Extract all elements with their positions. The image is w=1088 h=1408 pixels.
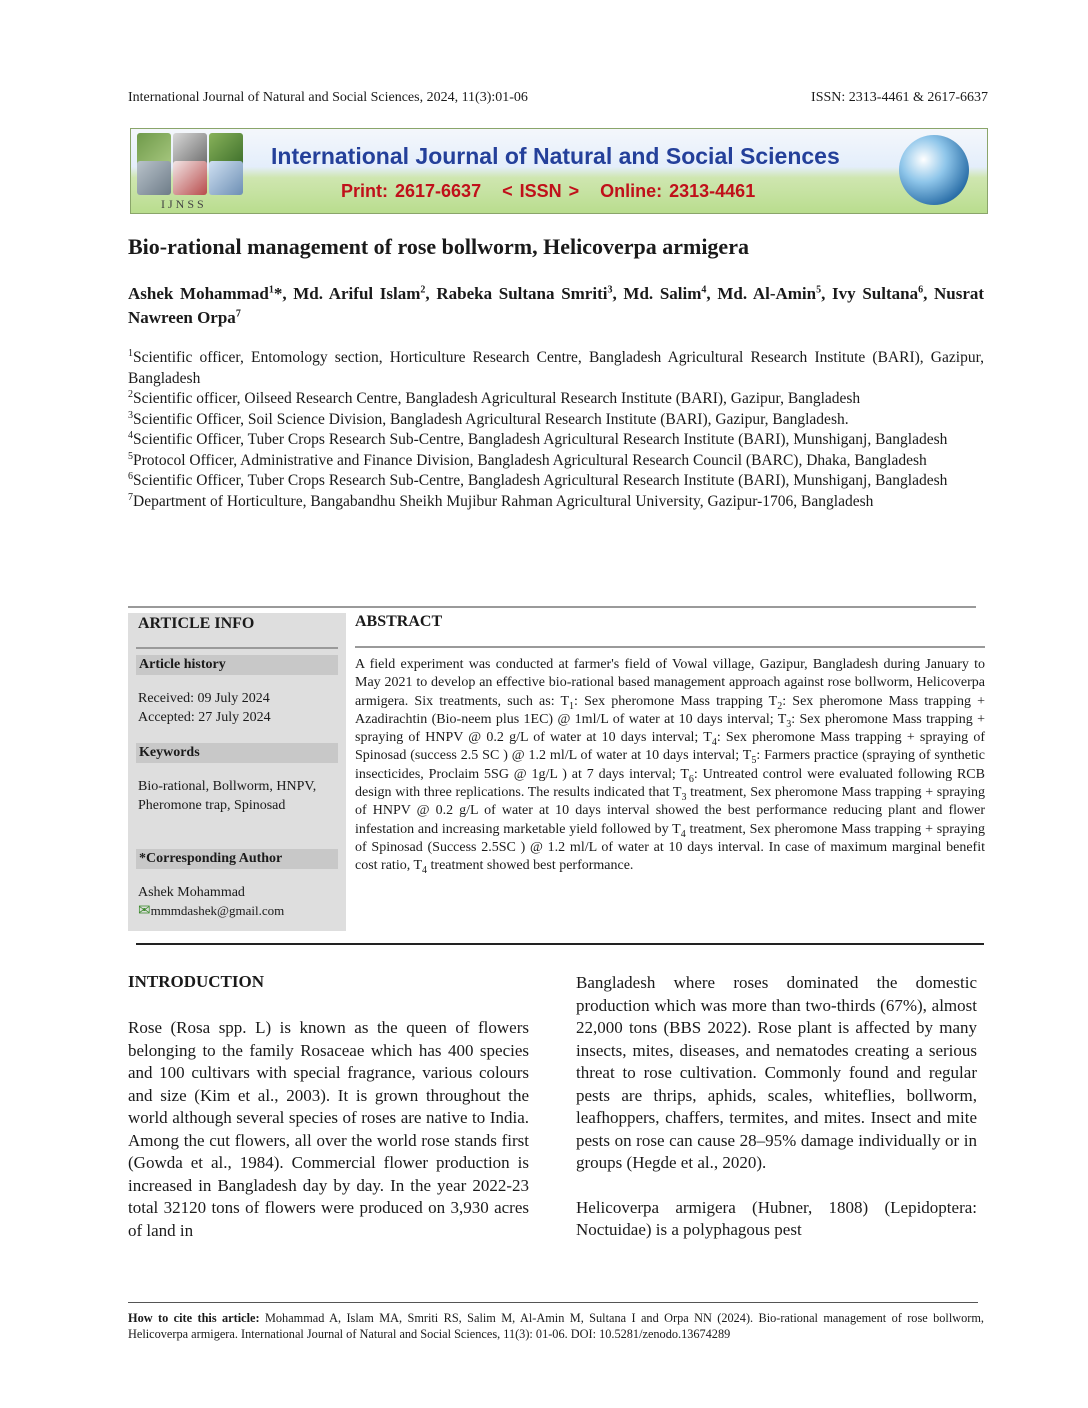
divider	[128, 1302, 978, 1303]
fish-thumbnail-icon	[137, 161, 171, 195]
abstract-segment: : Sex pheromone Mass trapping + spraying of HNPV @ 0.2 g/L of water at 10 days interval; T	[355, 711, 985, 746]
globe-icon	[899, 135, 969, 205]
affiliation-number: 2	[128, 388, 133, 400]
treatment-subscript: 4	[422, 865, 428, 877]
abstract-segment: : Sex pheromone Mass trapping + Azadirachtin (Bio-neem plus 1EC) @ 1ml/L of water at 10 days interval; T	[355, 693, 986, 727]
treatment-subscript: 3	[786, 718, 792, 730]
citation-label: How to cite this article:	[128, 1311, 260, 1325]
affiliation-text: Scientific Officer, Soil Science Division, Bangladesh Agricultural Research Institute (BARI), Gazipur, Bangladesh.	[133, 410, 849, 428]
affiliation-number: 1	[128, 347, 133, 359]
author-name: Ivy Sultana	[832, 284, 919, 303]
affiliation-text: Scientific Officer, Tuber Crops Research Sub-Centre, Bangladesh Agricultural Research Institute (BARI), Munshiganj, Bangladesh	[133, 472, 948, 489]
affiliation-number: 7	[128, 491, 133, 503]
affiliation-list	[128, 348, 984, 512]
affiliation-text: Scientific Officer, Tuber Crops Research Sub-Centre, Bangladesh Agricultural Research Institute (BARI), Munshiganj, Bangladesh	[133, 431, 948, 448]
author-name: Md. Al-Amin	[717, 284, 817, 303]
chart-thumbnail-icon	[173, 161, 207, 195]
author-affiliation-number: 3	[607, 284, 613, 296]
banner-abbreviation: IJNSS	[161, 197, 207, 211]
divider	[136, 943, 984, 945]
abstract-segment: treatment, Sex pheromone Mass trapping + spraying of Spinosad (Success 2.5SC ) @ 1.2 ml/L of water at 10 days interval. In case of maximum marginal benefit cost ratio, T	[355, 821, 985, 874]
affiliation-number: 6	[128, 470, 133, 482]
banner-title: International Journal of Natural and Social Sciences	[271, 143, 840, 169]
author-affiliation-number: 6	[918, 284, 924, 296]
abstract-segment: A field experiment was conducted at farmer's field of Vowal village, Gazipur, Bangladesh during January to May 2021 to develop an effective bio-rational based management approach against rose bollworm, Helicoverpa armigera. Six treatments, such as: T	[355, 657, 985, 709]
affiliation	[128, 451, 984, 472]
author-affiliation-number: 2	[420, 284, 426, 296]
keywords-text: Bio-rational, Bollworm, HNPV, Pheromone trap, Spinosad	[138, 779, 317, 813]
lab-thumbnail-icon	[209, 161, 243, 195]
paper-title: Bio-rational management of rose bollworm, Helicoverpa armigera	[128, 234, 749, 259]
affiliation-text: Protocol Officer, Administrative and Finance Division, Bangladesh Agricultural Research Council (BARC), Dhaka, Bangladesh	[133, 451, 927, 469]
affiliation-text: Scientific officer, Entomology section, Horticulture Research Centre, Bangladesh Agricultural Research Institute (BARI), Gazipur, Bangladesh	[128, 349, 984, 387]
author-name: Md. Salim	[623, 284, 702, 303]
article-info-heading: ARTICLE INFO	[138, 615, 255, 632]
affiliation	[128, 348, 984, 389]
treatment-subscript: 4	[680, 828, 686, 840]
abstract-segment: : Sex pheromone Mass trapping + spraying of Spinosad (success 2.5 SC ) @ 1.2 ml/L of water at 10 days interval; T	[355, 730, 985, 764]
affiliation	[128, 471, 984, 492]
issn-header: ISSN: 2313-4461 & 2617-6637	[811, 90, 988, 105]
corresponding-author-name: Ashek Mohammad	[138, 885, 245, 900]
author-affiliation-number: 1	[268, 284, 274, 296]
treatment-subscript: 2	[777, 700, 783, 712]
author-affiliation-number: 4	[701, 284, 707, 296]
affiliation-text: Department of Horticulture, Bangabandhu Sheikh Mujibur Rahman Agricultural University, Gazipur-1706, Bangladesh	[133, 492, 874, 510]
author-list: Ashek Mohammad$^1$*, Md. Ariful Islam$^2$, Rabeka Sultana Smriti$^3$, Md. Salim$^4$, Md. Al-Amin$^5$, Ivy Sultana$^6$, Nusrat Nawreen Orpa$^7$	[128, 284, 985, 327]
treatment-subscript: 3	[681, 791, 687, 803]
corresponding-mark: *	[273, 284, 283, 303]
introduction-left-column	[128, 1017, 529, 1242]
abstract-heading: ABSTRACT	[355, 613, 443, 630]
corresponding-email[interactable]: mmmdashek@gmail.com	[150, 903, 285, 918]
banner-issn: Print: 2617-6637 < ISSN > Online: 2313-4461	[341, 181, 756, 201]
journal-citation-header: International Journal of Natural and Social Sciences, 2024, 11(3):01-06	[128, 90, 528, 105]
author-affiliation-number: 5	[816, 284, 822, 296]
author-name: Ashek Mohammad	[128, 284, 269, 303]
affiliation	[128, 410, 984, 431]
envelope-icon: ✉	[138, 903, 151, 919]
keywords-heading: Keywords	[136, 743, 338, 763]
treatment-subscript: 6	[688, 773, 694, 785]
introduction-paragraph: Rose (Rosa spp. L) is known as the queen of flowers belonging to the family Rosaceae which has 400 species and 100 cultivars with special fragrance, various colours and size (Kim et al., 2003). It is grown throughout the world although several species of roses are native to India. Among the cut flowers, all over the world rose stands first (Gowda et al., 1984). Commercial flower production is increased in Bangladesh day by day. In the year 2022-23 total 32120 tons of flowers were produced on 3,930 acres of land in	[128, 1018, 529, 1240]
affiliation-number: 4	[128, 429, 133, 441]
author-affiliation-number: 7	[235, 308, 241, 320]
divider	[355, 646, 985, 648]
affiliation	[128, 430, 984, 451]
abstract-text	[355, 656, 985, 876]
corresponding-email-row	[138, 901, 338, 921]
treatment-subscript: 1	[569, 700, 575, 712]
abstract-segment: : Sex pheromone Mass trapping T	[574, 693, 778, 709]
author-name: Rabeka Sultana Smriti	[436, 284, 608, 303]
introduction-paragraph: Helicoverpa armigera (Hubner, 1808) (Lepidoptera: Noctuidae) is a polyphagous pest	[576, 1197, 977, 1239]
accepted-date: Accepted: 27 July 2024	[138, 710, 271, 725]
abstract-segment: : Farmers practice (spraying of synthetic insecticides, Proclaim 5SG @ 1g/L ) at 7 days interval; T	[355, 748, 985, 782]
treatment-subscript: 4	[711, 736, 717, 748]
citation-text: Mohammad A, Islam MA, Smriti RS, Salim M, Al-Amin M, Sultana I and Orpa NN (2024). Bio-rational management of rose bollworm, Helicoverpa armigera. International Journal of Natural and Social Sciences, 11(3): 01-06. DOI: 10.5281/zenodo.13674289	[128, 1311, 984, 1341]
introduction-paragraph: Bangladesh where roses dominated the domestic production which was more than two-thirds (67%), almost 22,000 tons (BBS 2022). Rose plant is affected by many insects, mites, diseases, and nematodes creating a serious threat to rose cultivation. Commonly found and regular pests are thrips, aphids, scales, whiteflies, bollworm, leafhoppers, chaffers, termites, and mites. Insect and mite pests on rose can cause 28–95% damage individually or in groups (Hegde et al., 2020).	[576, 973, 977, 1172]
abstract-segment: treatment, Sex pheromone Mass trapping + spraying of HNPV @ 0.2 g/L of water at 10 days interval showed the best performance reducing plant and flower infestation and increasing marketable yield followed by T	[355, 785, 985, 837]
affiliation	[128, 389, 984, 410]
introduction-heading: INTRODUCTION	[128, 972, 265, 991]
corresponding-author-heading: *Corresponding Author	[136, 849, 338, 869]
affiliation-number: 5	[128, 450, 133, 462]
author-name: Md. Ariful Islam	[293, 284, 421, 303]
article-history-heading: Article history	[136, 655, 338, 675]
author-name: Nusrat Nawreen Orpa	[128, 284, 985, 327]
affiliation-text: Scientific officer, Oilseed Research Centre, Bangladesh Agricultural Research Institute (BARI), Gazipur, Bangladesh	[133, 390, 861, 407]
article-info-box	[128, 613, 346, 931]
citation-footer	[128, 1310, 984, 1342]
affiliation	[128, 492, 984, 513]
introduction-right-column	[576, 972, 977, 1242]
treatment-subscript: 5	[751, 755, 757, 767]
abstract-segment: treatment showed best performance.	[427, 858, 634, 874]
affiliation-number: 3	[128, 409, 133, 421]
abstract-segment: : Untreated control were evaluated following RCB design with three replications. The results indicated that T	[355, 766, 985, 801]
divider	[128, 606, 976, 608]
divider	[136, 647, 338, 649]
received-date: Received: 09 July 2024	[138, 691, 270, 706]
journal-banner	[130, 128, 988, 214]
